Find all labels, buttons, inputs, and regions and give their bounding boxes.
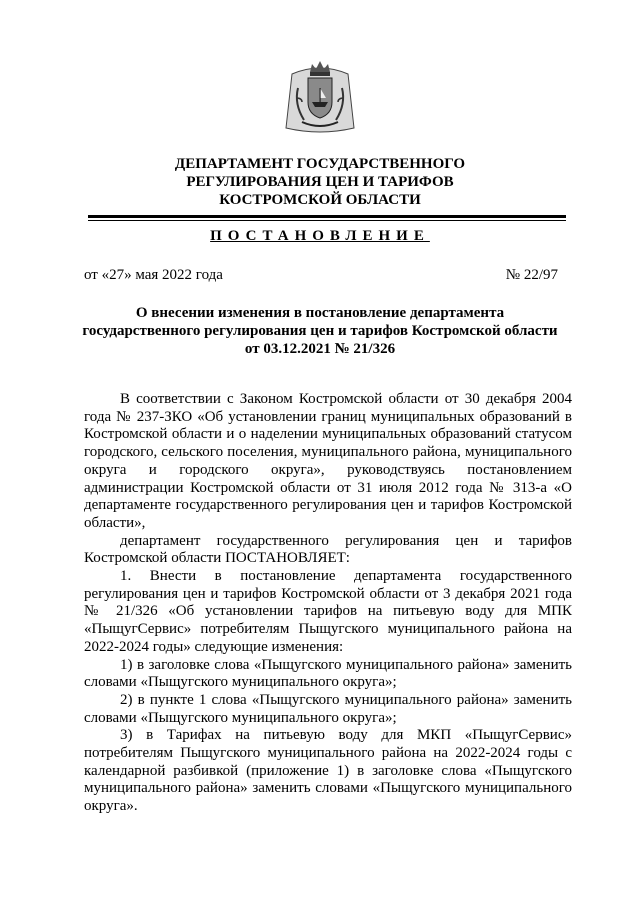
document-number: № 22/97	[505, 267, 558, 283]
body-paragraph-subitem-2: 2) в пункте 1 слова «Пыщугского муниципального района» заменить словами «Пыщугского муниципального округа»;	[84, 691, 572, 726]
coat-of-arms-icon	[284, 58, 356, 136]
document-date: от «27» мая 2022 года	[84, 267, 223, 283]
divider-thin-line	[88, 220, 566, 221]
body-paragraph-subitem-1: 1) в заголовке слова «Пыщугского муниципального района» заменить словами «Пыщугского муниципального округа»;	[84, 656, 572, 691]
coat-of-arms-emblem	[284, 58, 356, 136]
divider-thick-line	[88, 215, 566, 218]
body-paragraph-subitem-3: 3) в Тарифах на питьевую воду для МКП «ПыщугСервис» потребителям Пыщугского муниципального района на 2022-2024 годы с календарной разбивкой (приложение 1) в заголовке слова «Пыщугского муниципального района» заменить словами «Пыщугского муниципального округа».	[84, 727, 572, 815]
body-paragraph-resolves: департамент государственного регулирования цен и тарифов Костромской области ПОСТАНОВЛЯЕТ:	[84, 532, 572, 567]
header-divider	[88, 215, 566, 221]
date-number-line	[84, 266, 558, 284]
document-body	[84, 391, 572, 816]
subject-line-2: государственного регулирования цен и тарифов Костромской области	[82, 323, 558, 339]
body-paragraph-item-1: 1. Внести в постановление департамента государственного регулирования цен и тарифов Костромской области от 3 декабря 2021 года № 21/326 «Об установлении тарифов на питьевую воду для МПК «ПыщугСервис» потребителям Пыщугского муниципального района на 2022-2024 годы» следующие изменения:	[84, 568, 572, 655]
subject-line-3: от 03.12.2021 № 21/326	[244, 341, 396, 357]
department-name	[40, 155, 600, 209]
document-subject	[60, 304, 580, 358]
document-type-title: ПОСТАНОВЛЕНИЕ	[210, 228, 430, 244]
department-line-2: РЕГУЛИРОВАНИЯ ЦЕН И ТАРИФОВ	[186, 174, 454, 190]
department-line-1: ДЕПАРТАМЕНТ ГОСУДАРСТВЕННОГО	[174, 156, 466, 172]
subject-line-1: О внесении изменения в постановление департамента	[135, 305, 505, 321]
body-paragraph-preamble: В соответствии с Законом Костромской области от 30 декабря 2004 года № 237-ЗКО «Об установлении границ муниципальных образований в Костромской области и о наделении муниципальных образований статусом городского, сельского поселения, муниципального района, муниципального округа и городского округа», руководствуясь постановлением администрации Костромской области от 31 июля 2012 года № 313-а «О департаменте государственного регулирования цен и тарифов Костромской области»,	[84, 391, 572, 531]
department-line-3: КОСТРОМСКОЙ ОБЛАСТИ	[219, 192, 421, 208]
